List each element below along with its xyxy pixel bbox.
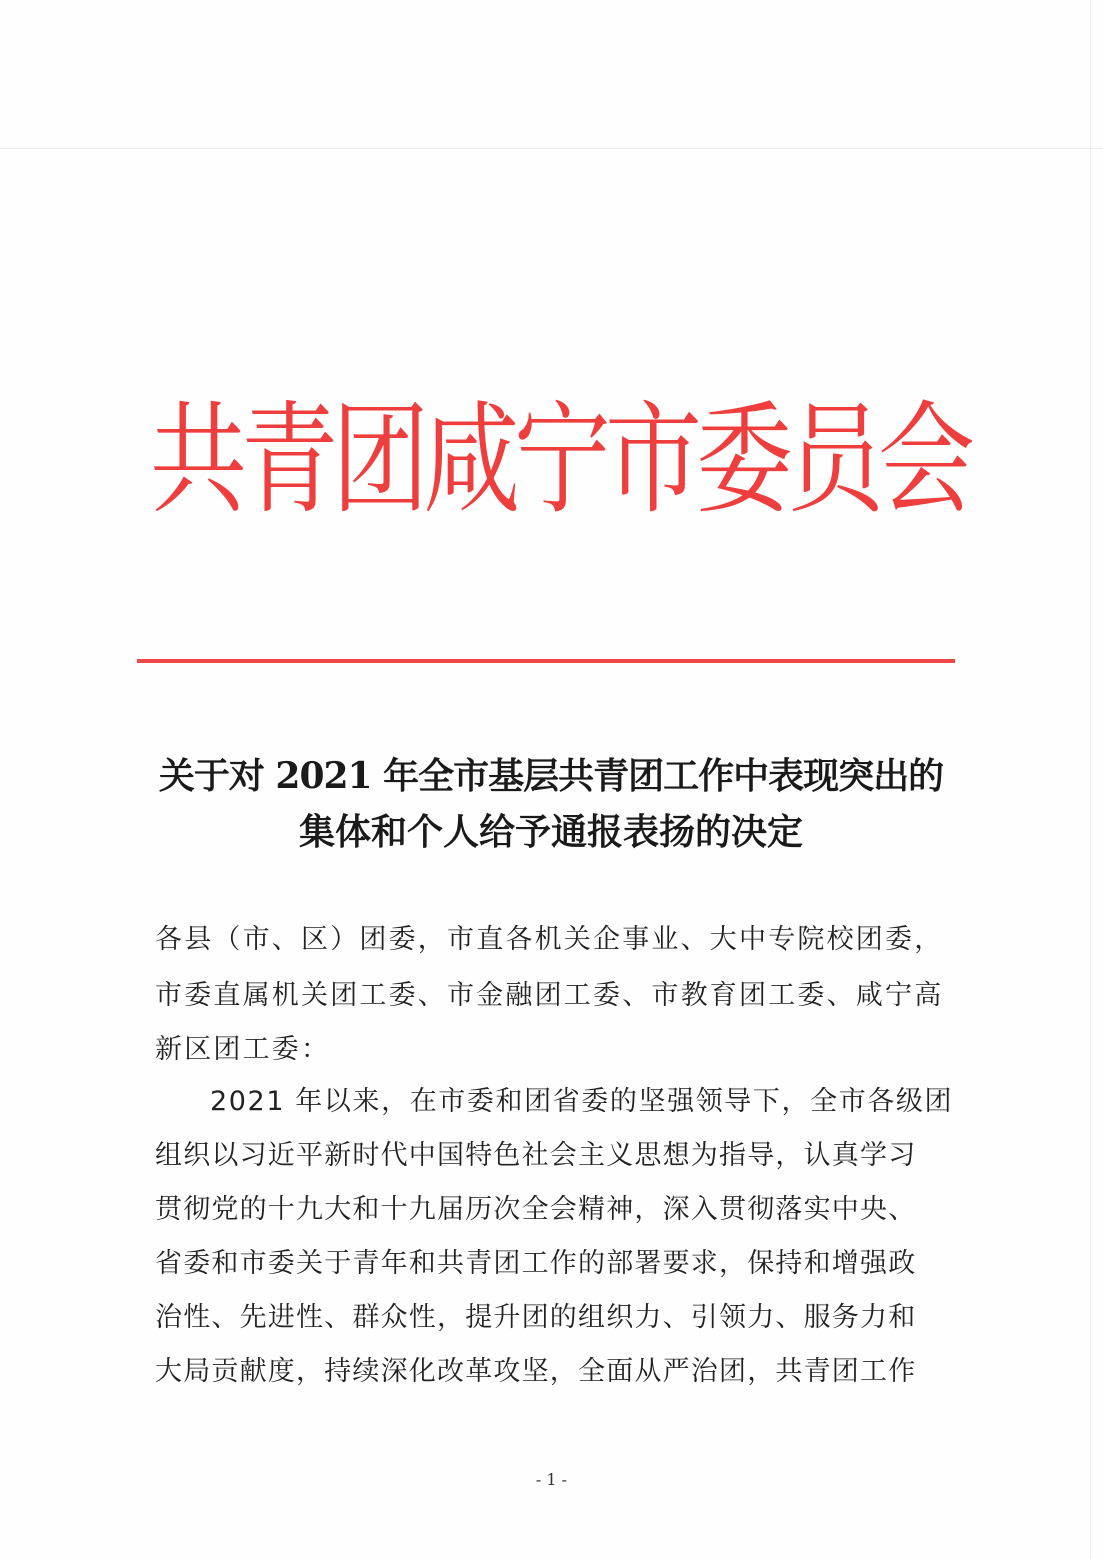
- body-paragraph-line-1: 2021 年以来，在市委和团省委的坚强领导下，全市各级团: [210, 1086, 954, 1117]
- document-title-line-2: 集体和个人给予通报表扬的决定: [298, 811, 803, 853]
- body-paragraph-line-2: 组织以习近平新时代中国特色社会主义思想为指导，认真学习: [155, 1140, 917, 1171]
- addressee-line-2: 市委直属机关团工委、市金融团工委、市教育团工委、咸宁高: [155, 980, 944, 1011]
- addressee-line-1: 各县（市、区）团委，市直各机关企事业、大中专院校团委，: [155, 924, 944, 955]
- body-paragraph-line-5: 治性、先进性、群众性，提升团的组织力、引领力、服务力和: [155, 1302, 917, 1333]
- body-paragraph-line-3: 贯彻党的十九大和十九届历次全会精神，深入贯彻落实中央、: [155, 1194, 917, 1225]
- red-separator-rule: [137, 659, 955, 663]
- addressee-line-3: 新区团工委：: [155, 1034, 331, 1065]
- scan-edge-right: [1090, 0, 1091, 1559]
- page-number: - 1 -: [535, 1470, 568, 1489]
- issuer-header: 共青团咸宁市委员会: [150, 388, 969, 530]
- scan-edge-top: [0, 148, 1103, 149]
- body-paragraph-line-6: 大局贡献度，持续深化改革攻坚，全面从严治团，共青团工作: [155, 1356, 917, 1387]
- body-paragraph-line-4: 省委和市委关于青年和共青团工作的部署要求，保持和增强政: [155, 1248, 917, 1279]
- document-title-line-1: 关于对 2021 年全市基层共青团工作中表现突出的: [158, 755, 944, 797]
